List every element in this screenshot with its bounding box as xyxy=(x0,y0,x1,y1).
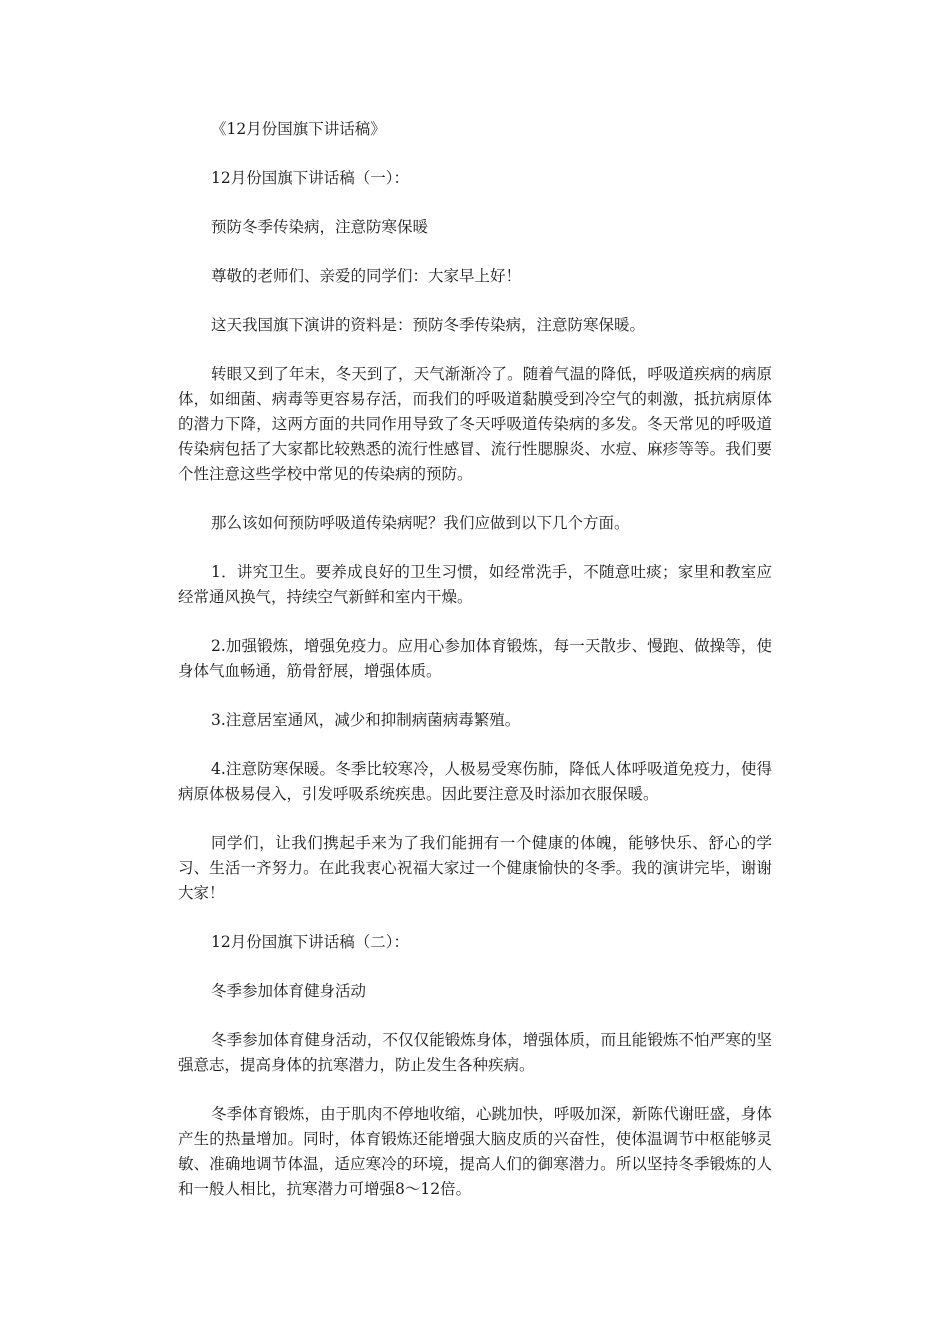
list-item: 1．讲究卫生。要养成良好的卫生习惯，如经常洗手，不随意吐痰；家里和教室应经常通风换气，持续空气新鲜和室内干燥。 xyxy=(178,563,772,606)
document-body xyxy=(178,117,772,1226)
paragraph: 那么该如何预防呼吸道传染病呢？我们应做到以下几个方面。 xyxy=(211,514,630,532)
section-heading-1: 12月份国旗下讲话稿（一）： xyxy=(211,169,409,187)
paragraph: 这天我国旗下演讲的资料是：预防冬季传染病，注意防寒保暖。 xyxy=(211,316,646,334)
paragraph: 转眼又到了年末，冬天到了，天气渐渐冷了。随着气温的降低，呼吸道疾病的病原体，如细菌、病毒等更容易存活，而我们的呼吸道黏膜受到冷空气的刺激，抵抗病原体的潜力下降，这两方面的共同作用导致了冬天呼吸道传染病的多发。冬天常见的呼吸道传染病包括了大家都比较熟悉的流行性感冒、流行性腮腺炎、水痘、麻疹等等。我们要个性注意这些学校中常见的传染病的预防。 xyxy=(178,365,772,483)
list-item: 3.注意居室通风，减少和抑制病菌病毒繁殖。 xyxy=(211,711,521,729)
speech-title-2: 冬季参加体育健身活动 xyxy=(211,982,367,1000)
speech-title-1: 预防冬季传染病，注意防寒保暖 xyxy=(211,218,429,236)
greeting: 尊敬的老师们、亲爱的同学们：大家早上好！ xyxy=(211,267,522,285)
section-heading-2: 12月份国旗下讲话稿（二）： xyxy=(211,933,409,951)
list-item: 2.加强锻炼，增强免疫力。应用心参加体育锻炼，每一天散步、慢跑、做操等，使身体气血畅通，筋骨舒展，增强体质。 xyxy=(178,637,772,680)
document-title: 《12月份国旗下讲话稿》 xyxy=(211,120,386,138)
paragraph: 冬季参加体育健身活动，不仅仅能锻炼身体，增强体质，而且能锻炼不怕严寒的坚强意志，提高身体的抗寒潜力，防止发生各种疾病。 xyxy=(178,1031,772,1074)
list-item: 4.注意防寒保暖。冬季比较寒冷，人极易受寒伤肺，降低人体呼吸道免疫力，使得病原体极易侵入，引发呼吸系统疾患。因此要注意及时添加衣服保暖。 xyxy=(178,760,772,803)
paragraph: 同学们，让我们携起手来为了我们能拥有一个健康的体魄，能够快乐、舒心的学习、生活一齐努力。在此我衷心祝福大家过一个健康愉快的冬季。我的演讲完毕，谢谢大家！ xyxy=(178,834,772,902)
paragraph: 冬季体育锻炼，由于肌肉不停地收缩，心跳加快，呼吸加深，新陈代谢旺盛，身体产生的热量增加。同时，体育锻炼还能增强大脑皮质的兴奋性，使体温调节中枢能够灵敏、准确地调节体温，适应寒冷的环境，提高人们的御寒潜力。所以坚持冬季锻炼的人和一般人相比，抗寒潜力可增强8～12倍。 xyxy=(178,1105,772,1198)
